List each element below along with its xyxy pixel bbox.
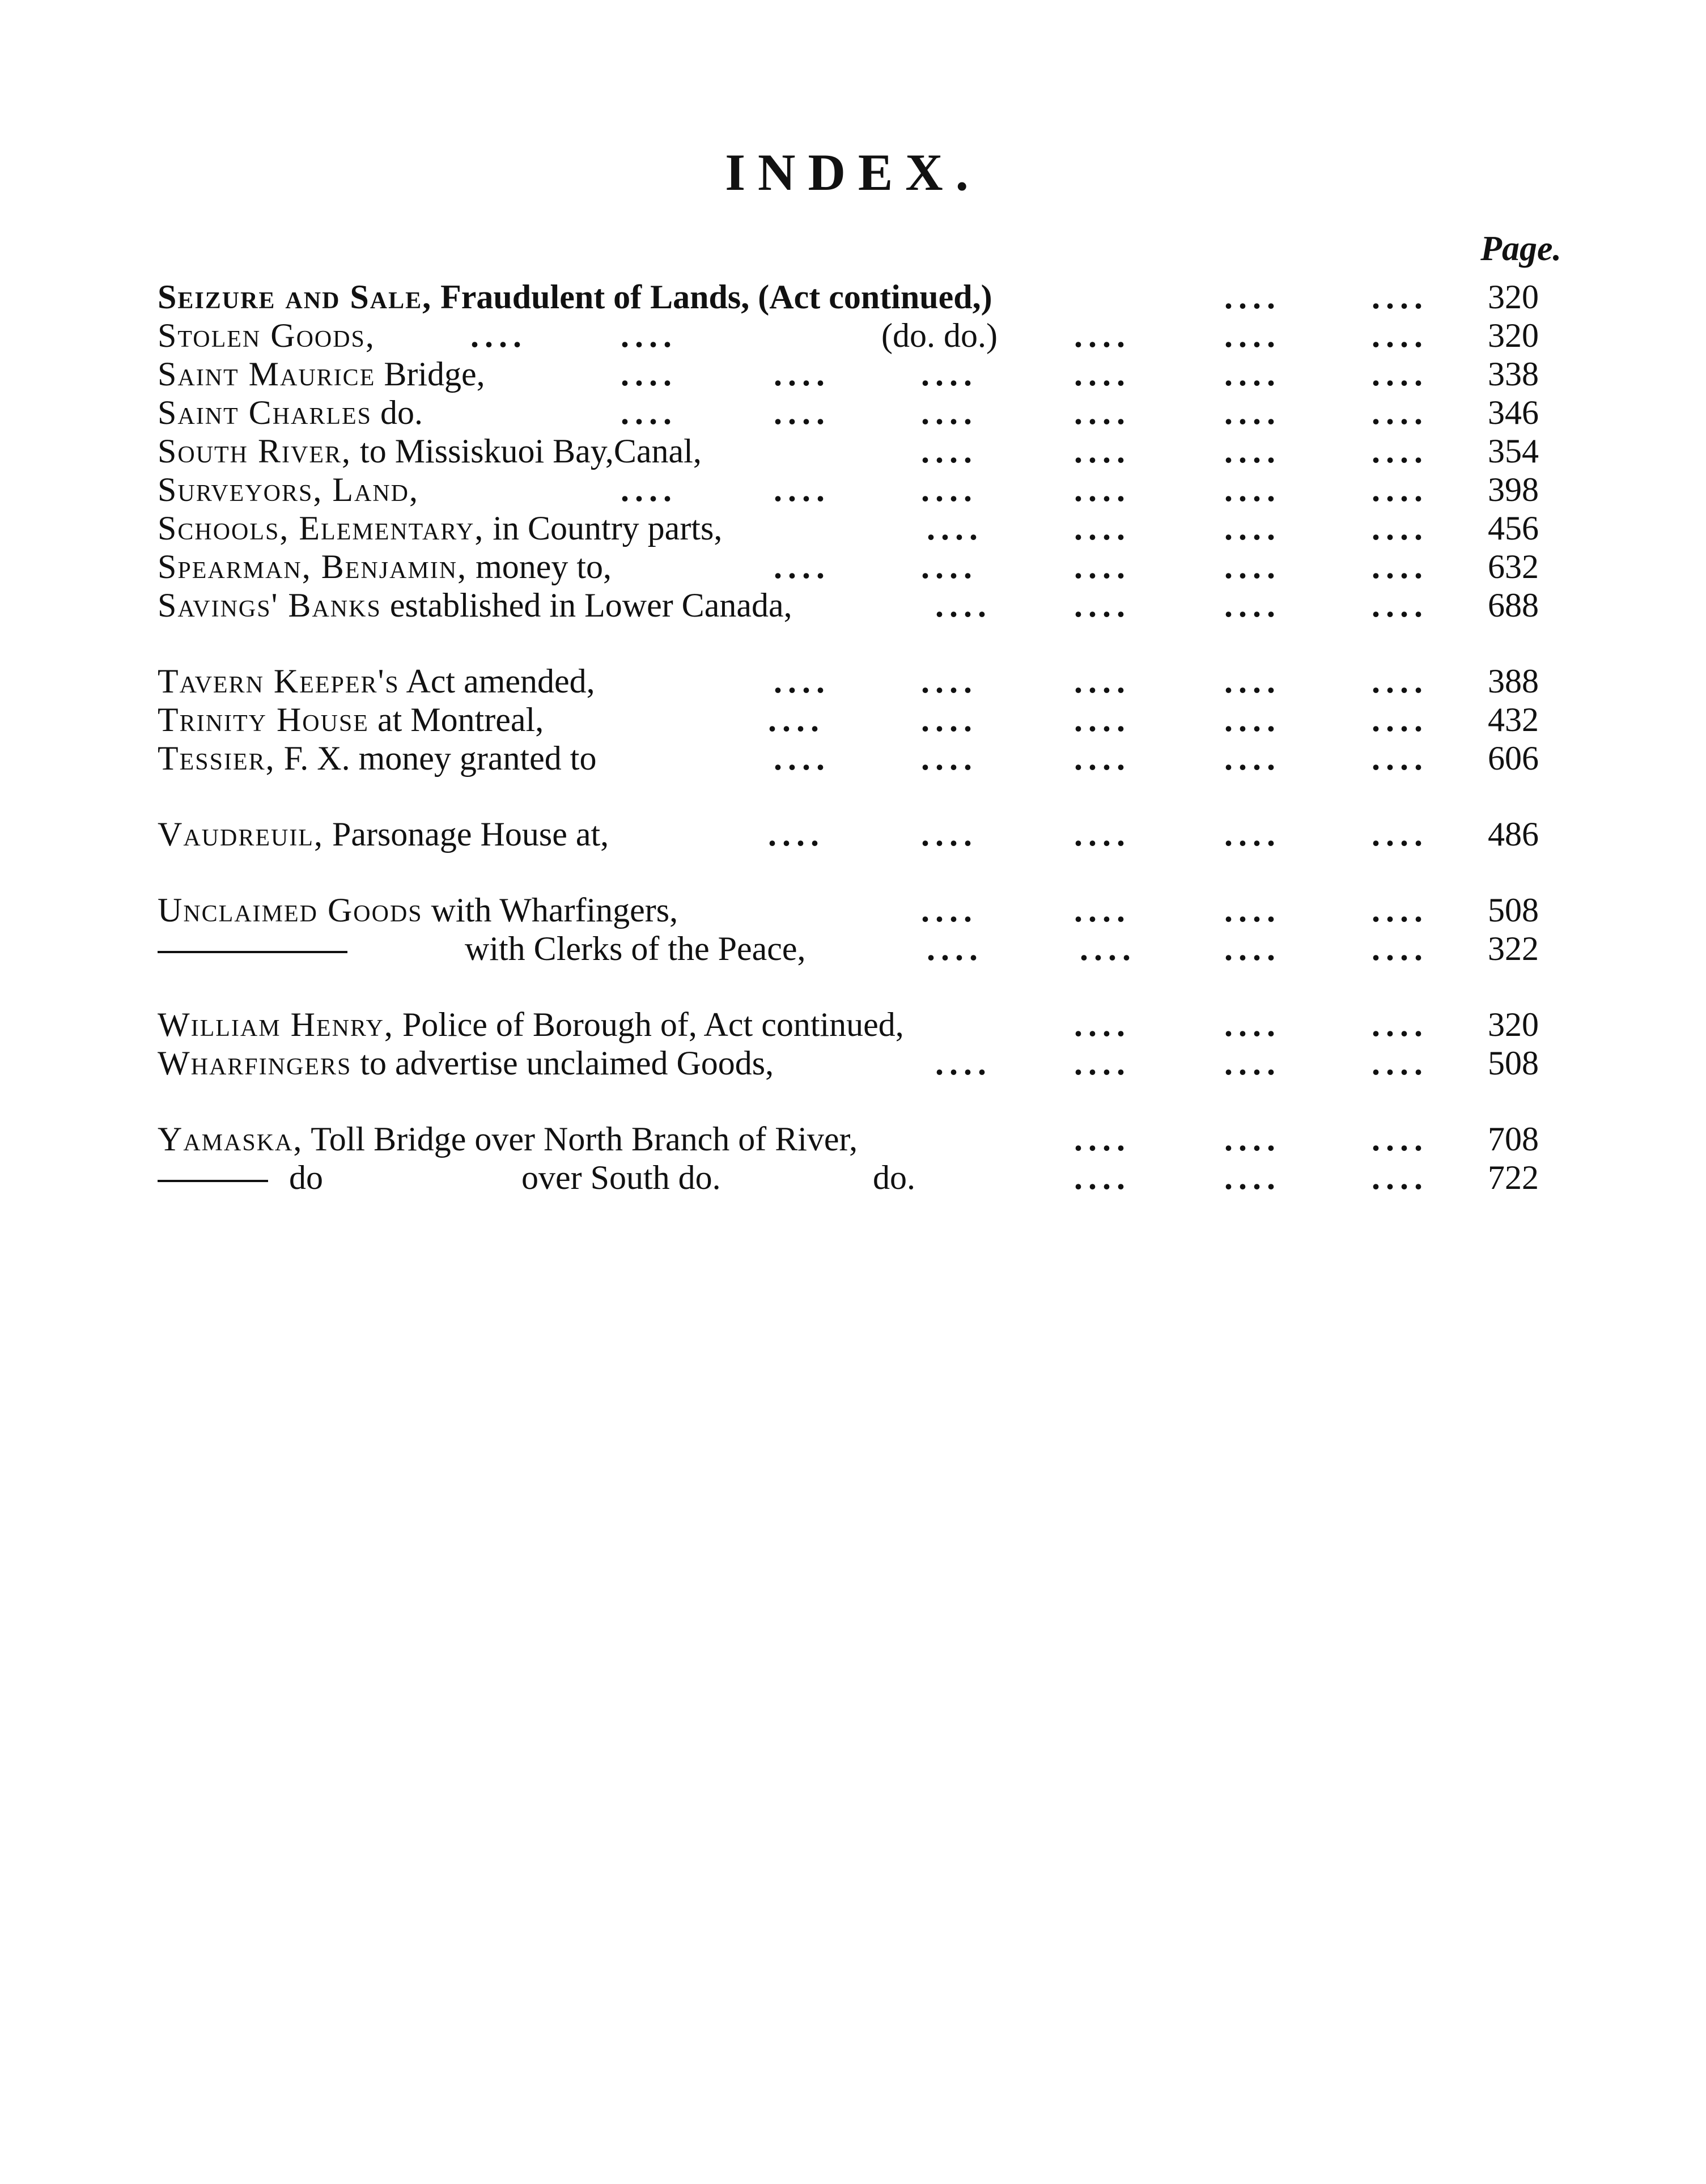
entry-label — [158, 278, 992, 316]
index-entry — [0, 547, 1706, 586]
dot-leader: .... — [1074, 1120, 1131, 1158]
dot-leader: .... — [1224, 930, 1281, 967]
entry-heading: Savings' Banks — [158, 587, 381, 624]
dot-leader: .... — [774, 740, 830, 777]
dot-leader: .... — [1074, 740, 1131, 777]
dot-leader: .... — [927, 509, 983, 547]
dot-leader: .... — [1074, 317, 1131, 354]
entry-text: Police of Borough of, Act continued, — [393, 1006, 904, 1043]
dot-leader: .... — [1224, 815, 1281, 853]
index-entry — [0, 929, 1706, 968]
entry-label — [158, 432, 702, 470]
entry-heading: Stolen Goods, — [158, 317, 375, 354]
entry-text: Fraudulent of Lands, (Act continued,) — [432, 278, 992, 316]
index-entry — [0, 739, 1706, 777]
entry-page-number: 486 — [1488, 815, 1539, 853]
entry-label — [158, 547, 612, 586]
index-entry — [0, 355, 1706, 393]
dot-leader: .... — [1224, 891, 1281, 929]
dot-leader: .... — [768, 815, 825, 853]
dot-leader: .... — [1074, 355, 1131, 393]
dot-leader: .... — [1074, 548, 1131, 585]
dot-leader: .... — [1224, 394, 1281, 431]
dot-leader: .... — [927, 930, 983, 967]
dot-leader: .... — [1224, 701, 1281, 738]
entry-text: with Wharfingers, — [422, 891, 678, 929]
dot-leader: .... — [1074, 1006, 1131, 1043]
entry-text: Toll Bridge over North Branch of River, — [303, 1120, 858, 1158]
entry-heading: Wharfingers — [158, 1044, 352, 1082]
entry-heading: Trinity House — [158, 701, 369, 738]
dot-leader: .... — [621, 471, 677, 508]
dot-leader: .... — [921, 891, 978, 929]
dot-leader: .... — [1224, 355, 1281, 393]
entry-label — [158, 316, 375, 355]
dot-leader: .... — [774, 355, 830, 393]
dot-leader: .... — [1074, 587, 1131, 624]
dot-leader: .... — [1224, 1044, 1281, 1082]
dot-leader: .... — [1224, 317, 1281, 354]
entry-page-number: 320 — [1488, 1006, 1539, 1043]
entry-label — [158, 891, 678, 929]
index-entry — [0, 393, 1706, 432]
entry-heading: Unclaimed Goods — [158, 891, 423, 929]
dot-leader: .... — [1372, 394, 1428, 431]
dot-leader: .... — [621, 355, 677, 393]
entry-heading: Vaudreuil, — [158, 815, 324, 853]
dot-leader: .... — [935, 587, 992, 624]
dot-leader: .... — [1224, 740, 1281, 777]
dot-leader: .... — [1074, 394, 1131, 431]
page-title: INDEX. — [725, 143, 981, 201]
page-column-header: Page. — [1480, 230, 1561, 268]
entry-label — [158, 739, 596, 777]
ditto-dash — [158, 1180, 268, 1182]
entry-text: at Montreal, — [368, 701, 544, 738]
dot-leader: .... — [1372, 662, 1428, 700]
entry-label — [158, 586, 792, 624]
entry-heading: Spearman, Benjamin, — [158, 548, 468, 585]
entry-page-number: 320 — [1488, 317, 1539, 354]
dot-leader: .... — [1224, 548, 1281, 585]
entry-text: Parsonage House at, — [323, 815, 609, 853]
dot-leader: .... — [1224, 432, 1281, 470]
index-entry — [0, 891, 1706, 929]
entry-page-number: 346 — [1488, 394, 1539, 431]
dot-leader: .... — [1224, 471, 1281, 508]
dot-leader: .... — [1372, 1044, 1428, 1082]
dot-leader: .... — [1372, 587, 1428, 624]
dot-leader: .... — [1372, 548, 1428, 585]
entry-page-number: 456 — [1488, 509, 1539, 547]
entry-label — [158, 1120, 858, 1158]
dot-leader: .... — [1224, 1159, 1281, 1196]
entry-heading: Tessier, — [158, 740, 275, 777]
dot-leader: .... — [768, 701, 825, 738]
dot-leader: .... — [1224, 662, 1281, 700]
dot-leader: .... — [921, 548, 978, 585]
entry-page-number: 354 — [1488, 432, 1539, 470]
dot-leader: .... — [921, 471, 978, 508]
dot-leader: .... — [1372, 930, 1428, 967]
index-entry — [0, 1044, 1706, 1082]
entry-text: over South do. — [521, 1159, 721, 1196]
index-entry — [0, 700, 1706, 739]
dot-leader: .... — [1372, 815, 1428, 853]
dot-leader: .... — [921, 432, 978, 470]
entry-heading: Yamaska, — [158, 1120, 303, 1158]
dot-leader: .... — [1224, 509, 1281, 547]
dot-leader: .... — [1074, 432, 1131, 470]
entry-text: Act amended, — [399, 662, 595, 700]
entry-page-number: 398 — [1488, 471, 1539, 508]
dot-leader: .... — [1080, 930, 1136, 967]
entry-text: with Clerks of the Peace, — [465, 930, 806, 967]
entry-heading: Seizure and Sale, — [158, 278, 432, 316]
dot-leader: .... — [1372, 1006, 1428, 1043]
entry-label — [158, 509, 722, 547]
entry-text: to advertise unclaimed Goods, — [351, 1044, 774, 1082]
dot-leader: .... — [1372, 701, 1428, 738]
entry-page-number: 688 — [1488, 587, 1539, 624]
entry-heading: William Henry, — [158, 1006, 394, 1043]
index-entry — [0, 432, 1706, 470]
entry-page-number: 606 — [1488, 740, 1539, 777]
dot-leader: .... — [1074, 815, 1131, 853]
dot-leader: .... — [921, 394, 978, 431]
dot-leader: .... — [921, 815, 978, 853]
entry-page-number: 322 — [1488, 930, 1539, 967]
dot-leader: .... — [1074, 509, 1131, 547]
index-entry — [0, 586, 1706, 624]
dot-leader: .... — [1074, 1159, 1131, 1196]
dot-leader: .... — [1074, 701, 1131, 738]
dot-leader: .... — [1372, 317, 1428, 354]
dot-leader: .... — [774, 471, 830, 508]
dot-leader: .... — [1372, 891, 1428, 929]
entry-page-number: 722 — [1488, 1159, 1539, 1196]
dot-leader: .... — [1074, 662, 1131, 700]
entry-label — [158, 470, 419, 509]
dot-leader: .... — [621, 317, 677, 354]
entry-page-number: 708 — [1488, 1120, 1539, 1158]
index-entry — [0, 815, 1706, 853]
entry-label — [158, 355, 485, 393]
index-entry — [0, 278, 1706, 316]
entry-text: money to, — [467, 548, 612, 585]
index-entry — [0, 509, 1706, 547]
entry-text: do. — [873, 1159, 915, 1196]
entry-label — [158, 700, 544, 739]
entry-label — [158, 1005, 904, 1044]
entry-page-number: 388 — [1488, 662, 1539, 700]
dot-leader: .... — [1372, 278, 1428, 316]
dot-leader: .... — [1372, 355, 1428, 393]
dot-leader: .... — [1224, 1006, 1281, 1043]
entry-text: in Country parts, — [484, 509, 723, 547]
entry-label — [158, 929, 347, 968]
dot-leader: .... — [1224, 278, 1281, 316]
entry-heading: South River, — [158, 432, 352, 470]
ditto-note: (do. do.) — [881, 317, 998, 354]
entry-heading: Schools, Elementary, — [158, 509, 485, 547]
entry-page-number: 632 — [1488, 548, 1539, 585]
dot-leader: .... — [1074, 891, 1131, 929]
dot-leader: .... — [470, 317, 527, 354]
dot-leader: .... — [1372, 471, 1428, 508]
entry-text: to Missiskuoi Bay,Canal, — [351, 432, 702, 470]
index-entry — [0, 470, 1706, 509]
entry-label — [158, 815, 609, 853]
index-entry — [0, 316, 1706, 355]
ditto-dash — [158, 951, 347, 953]
dot-leader: .... — [935, 1044, 992, 1082]
index-entry — [0, 1120, 1706, 1158]
dot-leader: .... — [921, 662, 978, 700]
index-entry — [0, 1158, 1706, 1197]
entry-text: do. — [372, 394, 423, 431]
index-entry — [0, 662, 1706, 700]
dot-leader: .... — [774, 394, 830, 431]
dot-leader: .... — [774, 662, 830, 700]
index-entry — [0, 1005, 1706, 1044]
dot-leader: .... — [1372, 1159, 1428, 1196]
entry-heading: Saint Charles — [158, 394, 372, 431]
dot-leader: .... — [1372, 1120, 1428, 1158]
entry-page-number: 508 — [1488, 1044, 1539, 1082]
dot-leader: .... — [1074, 1044, 1131, 1082]
entry-heading: Surveyors, Land, — [158, 471, 419, 508]
dot-leader: .... — [1372, 432, 1428, 470]
entry-text: F. X. money granted to — [275, 740, 597, 777]
dot-leader: .... — [921, 355, 978, 393]
entry-heading: Saint Maurice — [158, 355, 376, 393]
entry-text: do — [289, 1159, 323, 1196]
dot-leader: .... — [1074, 471, 1131, 508]
entry-label — [158, 1044, 774, 1082]
dot-leader: .... — [921, 740, 978, 777]
entry-label — [158, 393, 423, 432]
dot-leader: .... — [1224, 587, 1281, 624]
entry-label — [158, 662, 595, 700]
entry-heading: Tavern Keeper's — [158, 662, 400, 700]
entry-label — [158, 1158, 268, 1197]
entry-page-number: 338 — [1488, 355, 1539, 393]
dot-leader: .... — [1372, 740, 1428, 777]
dot-leader: .... — [621, 394, 677, 431]
entry-text: established in Lower Canada, — [381, 587, 792, 624]
dot-leader: .... — [1372, 509, 1428, 547]
entry-page-number: 432 — [1488, 701, 1539, 738]
entry-page-number: 320 — [1488, 278, 1539, 316]
entry-text: Bridge, — [375, 355, 485, 393]
entry-page-number: 508 — [1488, 891, 1539, 929]
dot-leader: .... — [1224, 1120, 1281, 1158]
dot-leader: .... — [921, 701, 978, 738]
dot-leader: .... — [774, 548, 830, 585]
